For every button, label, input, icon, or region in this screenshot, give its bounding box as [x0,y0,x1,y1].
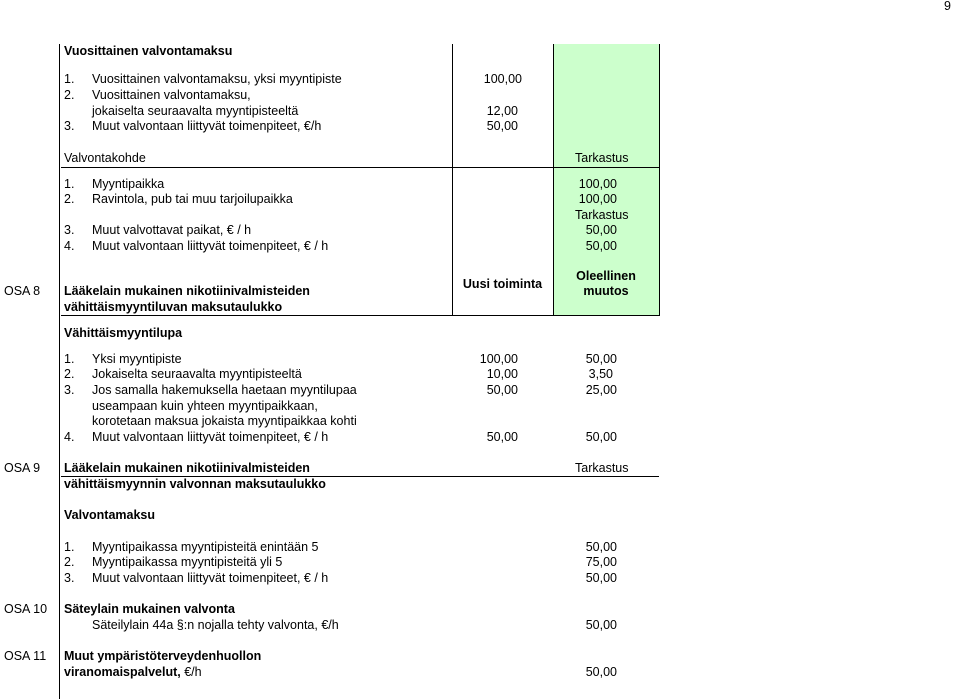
item-text: Myyntipaikassa myyntipisteitä enintään 5 [92,540,319,554]
item-value-muutos: 50,00 [585,430,617,444]
osa-label: OSA 9 [4,461,41,475]
item-text-cont: useampaan kuin yhteen myyntipaikkaan, [92,399,318,413]
column-label-tarkastus: Tarkastus [575,208,629,222]
item-value-uusi: 50,00 [486,430,518,444]
item-text: Säteilylain 44a §:n nojalla tehty valvonta, €/h [92,618,339,632]
osa9-title-line2: vähittäismyynnin valvonnan maksutaulukko [64,477,326,491]
column-label-uusi-toiminta: Uusi toiminta [462,277,543,291]
item-value: 100,00 [483,72,522,86]
item-text: Jokaiselta seuraavalta myyntipisteeltä [92,367,302,381]
item-value-muutos: 3,50 [588,367,613,381]
item-value: 50,00 [585,618,617,632]
subtitle: Valvontamaksu [64,508,156,522]
item-no: 3. [64,571,75,585]
item-text: Muut valvontaan liittyvät toimenpiteet, €/h [92,119,322,133]
item-text: Muut valvontaan liittyvät toimenpiteet, € / h [92,239,329,253]
column-label-tarkastus: Tarkastus [575,151,629,165]
left-border-line [59,44,60,699]
item-value-uusi: 10,00 [486,367,518,381]
osa-label: OSA 8 [4,284,41,298]
osa8-title-line2: vähittäismyyntiluvan maksutaulukko [64,300,283,314]
item-value: 12,00 [486,104,518,118]
osa8-title-line1: Lääkelain mukainen nikotiinivalmisteiden [64,284,310,298]
item-text: Vuosittainen valvontamaksu, [92,88,251,102]
item-no: 2. [64,88,75,102]
item-text: Jos samalla hakemuksella haetaan myyntilupaa [92,383,357,397]
osa-label: OSA 11 [4,649,47,663]
item-no: 1. [64,72,75,86]
osa11-title-line2-unit: €/h [180,665,202,679]
col-divider-3 [659,44,660,316]
item-value: 50,00 [486,119,518,133]
item-no: 1. [64,177,75,191]
item-no: 1. [64,540,75,554]
item-no: 4. [64,430,75,444]
item-value: 50,00 [585,571,617,585]
item-text: Muut valvontaan liittyvät toimenpiteet, € / h [92,430,329,444]
item-value: 100,00 [578,177,617,191]
osa10-title: Säteylain mukainen valvonta [64,602,235,616]
item-text-cont: jokaiselta seuraavalta myyntipisteeltä [92,104,299,118]
underline-osa8-title [61,315,659,316]
item-value-muutos: 50,00 [585,352,617,366]
item-value: 75,00 [585,555,617,569]
item-value-muutos: 25,00 [585,383,617,397]
item-value: 100,00 [578,192,617,206]
subtitle: Vähittäismyyntilupa [64,326,183,340]
osa11-title-line2 [64,665,202,680]
item-value-uusi: 50,00 [486,383,518,397]
item-text: Muut valvottavat paikat, € / h [92,223,252,237]
item-value: 50,00 [585,540,617,554]
underline-valvontakohde [61,167,659,168]
item-text: Myyntipaikka [92,177,165,191]
section-title: Vuosittainen valvontamaksu [64,44,233,58]
item-no: 2. [64,367,75,381]
osa11-title-line2-bold: viranomaispalvelut, [64,665,181,679]
item-no: 3. [64,119,75,133]
item-no: 2. [64,555,75,569]
osa9-title-line1: Lääkelain mukainen nikotiinivalmisteiden [64,461,310,475]
osa11-title-line1: Muut ympäristöterveydenhuollon [64,649,262,663]
item-value: 50,00 [585,223,617,237]
item-value: 50,00 [585,239,617,253]
item-value: 50,00 [585,665,617,679]
item-no: 4. [64,239,75,253]
item-text: Vuosittainen valvontamaksu, yksi myyntipiste [92,72,342,86]
section-title: Valvontakohde [64,151,146,165]
item-no: 3. [64,223,75,237]
item-value-uusi: 100,00 [479,352,518,366]
item-text: Myyntipaikassa myyntipisteitä yli 5 [92,555,283,569]
osa-label: OSA 10 [4,602,48,616]
item-text-cont: korotetaan maksua jokaista myyntipaikkaa kohti [92,414,357,428]
item-no: 1. [64,352,75,366]
column-label-oleellinen: Oleellinen [576,269,636,283]
item-text: Ravintola, pub tai muu tarjoilupaikka [92,192,293,206]
column-label-tarkastus: Tarkastus [575,461,629,475]
item-text: Yksi myyntipiste [92,352,182,366]
item-no: 3. [64,383,75,397]
item-no: 2. [64,192,75,206]
item-text: Muut valvontaan liittyvät toimenpiteet, € / h [92,571,329,585]
column-label-muutos: muutos [583,284,629,298]
page-number: 9 [944,0,951,13]
